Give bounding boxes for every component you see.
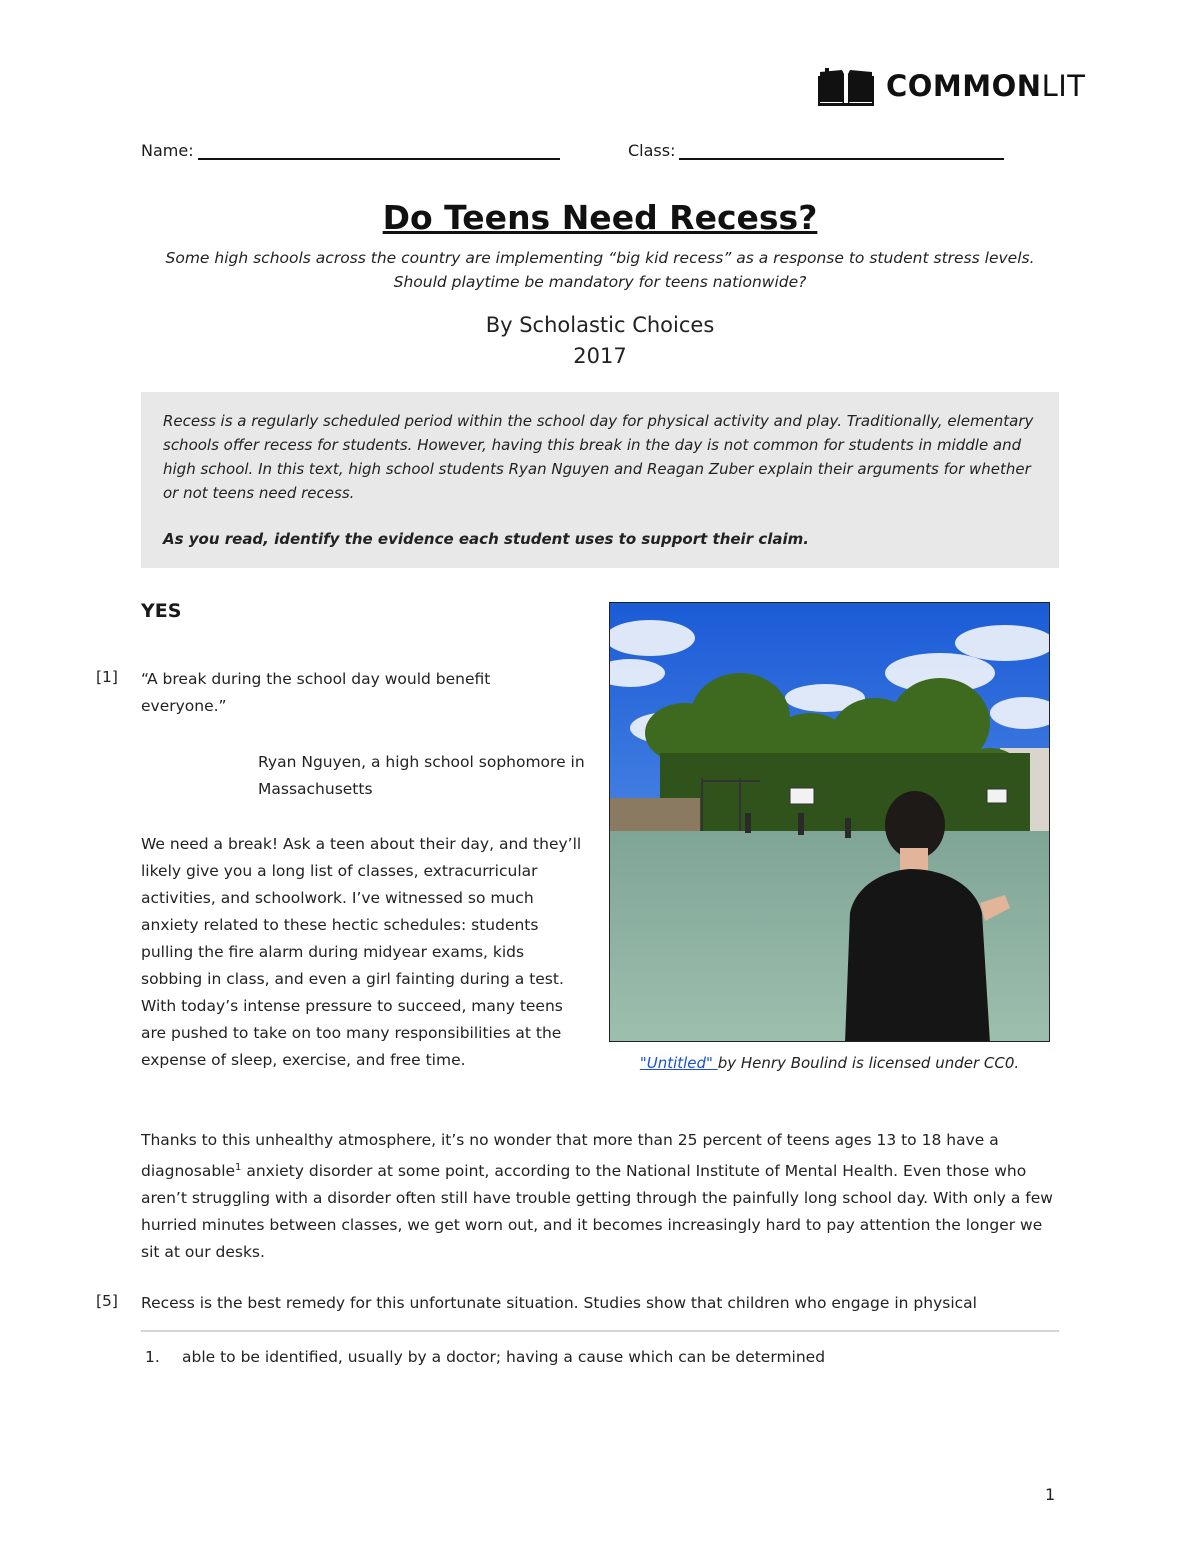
footnote-number: 1. xyxy=(145,1348,160,1366)
class-field[interactable] xyxy=(628,140,1004,160)
logo-wordmark xyxy=(886,68,1086,103)
byline xyxy=(0,310,1200,372)
intro-text: Recess is a regularly scheduled period within the school day for physical activity and play. Traditionally, elementary schools offer recess for students. However, having this break in the day is not common for students in middle and high school. In this text, high school students Ryan Nguyen and Reagan Zuber explain their arguments for whether or not teens need recess. xyxy=(163,412,1034,502)
image-license: by Henry Boulind is licensed under CC0. xyxy=(717,1054,1020,1072)
page-number: 1 xyxy=(1045,1485,1056,1504)
reading-instruction: As you read, identify the evidence each student uses to support their claim. xyxy=(163,530,809,548)
open-book-icon xyxy=(818,66,874,106)
footnote-text: able to be identified, usually by a doctor; having a cause which can be determined xyxy=(182,1348,826,1366)
footnote-ref-1[interactable]: 1 xyxy=(235,1162,242,1173)
name-label: Name: xyxy=(141,141,194,160)
paragraph-number-1: [1] xyxy=(96,668,118,686)
commonlit-logo xyxy=(818,66,1086,106)
paragraph-number-5: [5] xyxy=(96,1292,118,1310)
footnote-divider xyxy=(141,1330,1059,1332)
footnote-1 xyxy=(141,1348,825,1366)
image-caption xyxy=(609,1054,1050,1072)
quote-attribution: Ryan Nguyen, a high school sophomore in Massachusetts xyxy=(258,753,585,798)
paragraph-5: Recess is the best remedy for this unfortunate situation. Studies show that children who engage in physical xyxy=(141,1294,977,1312)
intro-box xyxy=(141,392,1059,568)
logo-common: COMMON xyxy=(886,68,1042,103)
quote: “A break during the school day would benefit everyone.” xyxy=(141,670,491,715)
name-field[interactable] xyxy=(141,140,560,160)
image-source-link[interactable]: "Untitled" xyxy=(639,1054,718,1072)
paragraph-2: We need a break! Ask a teen about their day, and they’ll likely give you a long list of classes, extracurricular activities, and schoolwork. I’ve witnessed so much anxiety related to these hectic schedules: students pulling the fire alarm during midyear exams, kids sobbing in class, and even a girl fainting during a test. With today’s intense pressure to succeed, many teens are pushed to take on too many responsibilities at the expense of sleep, exercise, and free time. xyxy=(141,835,582,1069)
paragraph-3 xyxy=(141,1127,1063,1266)
year: 2017 xyxy=(573,344,627,368)
class-label: Class: xyxy=(628,141,676,160)
recess-photo xyxy=(609,602,1050,1042)
class-line[interactable] xyxy=(679,140,1004,160)
name-line[interactable] xyxy=(198,140,560,160)
article-title: Do Teens Need Recess? xyxy=(382,198,818,237)
section-heading-yes: YES xyxy=(141,600,182,622)
author: By Scholastic Choices xyxy=(485,313,715,337)
paragraph-3-part-b: anxiety disorder at some point, according to the National Institute of Mental Health. Even those who aren’t struggling with a disorder often still have trouble getting through the painfully long school day. With only a few hurried minutes between classes, we get worn out, and it becomes increasingly hard to pay attention the longer we sit at our desks. xyxy=(141,1162,1053,1262)
article-subtitle: Some high schools across the country are implementing “big kid recess” as a response to student stress levels. Should playtime be mandatory for teens nationwide? xyxy=(165,249,1035,291)
paragraph-3-part-a: Thanks to this unhealthy atmosphere, it’s no wonder that more than 25 percent of teens ages 13 to 18 have a diagnosable xyxy=(141,1131,999,1181)
logo-lit: LIT xyxy=(1041,68,1086,103)
